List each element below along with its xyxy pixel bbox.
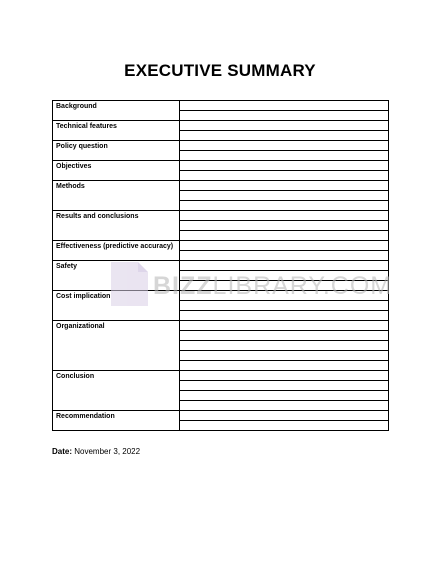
answer-line[interactable] <box>180 111 389 121</box>
answer-line[interactable] <box>180 421 389 431</box>
answer-line[interactable] <box>180 191 389 201</box>
answer-line[interactable] <box>180 411 389 421</box>
section-label: Effectiveness (predictive accuracy) <box>53 241 180 261</box>
answer-line[interactable] <box>180 131 389 141</box>
section-label: Results and conclusions <box>53 211 180 241</box>
answer-line[interactable] <box>180 231 389 241</box>
section-label: Safety <box>53 261 180 291</box>
date-label: Date: <box>52 447 73 456</box>
form-row <box>53 211 389 221</box>
form-row <box>53 141 389 151</box>
answer-line[interactable] <box>180 261 389 271</box>
section-label: Recommendation <box>53 411 180 431</box>
section-label: Policy question <box>53 141 180 161</box>
answer-line[interactable] <box>180 401 389 411</box>
form-row <box>53 121 389 131</box>
section-label: Cost implication <box>53 291 180 321</box>
answer-line[interactable] <box>180 391 389 401</box>
answer-line[interactable] <box>180 341 389 351</box>
answer-line[interactable] <box>180 221 389 231</box>
answer-line[interactable] <box>180 251 389 261</box>
section-label: Organizational <box>53 321 180 371</box>
answer-line[interactable] <box>180 171 389 181</box>
section-label: Methods <box>53 181 180 211</box>
document-title: EXECUTIVE SUMMARY <box>124 61 316 80</box>
answer-line[interactable] <box>180 101 389 111</box>
date-line <box>52 447 140 456</box>
section-label: Technical features <box>53 121 180 141</box>
summary-form-table <box>52 100 389 431</box>
answer-line[interactable] <box>180 381 389 391</box>
watermark-text: BIZZLIBRARY.COM <box>153 272 393 300</box>
answer-line[interactable] <box>180 321 389 331</box>
answer-line[interactable] <box>180 301 389 311</box>
answer-line[interactable] <box>180 281 389 291</box>
answer-line[interactable] <box>180 311 389 321</box>
form-row <box>53 371 389 381</box>
answer-line[interactable] <box>180 181 389 191</box>
form-row <box>53 321 389 331</box>
form-row <box>53 241 389 251</box>
answer-line[interactable] <box>180 161 389 171</box>
form-row <box>53 291 389 301</box>
answer-line[interactable] <box>180 331 389 341</box>
form-row <box>53 181 389 191</box>
answer-line[interactable] <box>180 141 389 151</box>
answer-line[interactable] <box>180 241 389 251</box>
answer-line[interactable] <box>180 121 389 131</box>
section-label: Objectives <box>53 161 180 181</box>
form-row <box>53 161 389 171</box>
answer-line[interactable] <box>180 201 389 211</box>
section-label: Conclusion <box>53 371 180 411</box>
form-row <box>53 261 389 271</box>
form-row <box>53 411 389 421</box>
answer-line[interactable] <box>180 371 389 381</box>
answer-line[interactable] <box>180 361 389 371</box>
answer-line[interactable] <box>180 351 389 361</box>
answer-line[interactable] <box>180 291 389 301</box>
form-row <box>53 101 389 111</box>
section-label: Background <box>53 101 180 121</box>
date-value: November 3, 2022 <box>74 447 141 456</box>
answer-line[interactable] <box>180 211 389 221</box>
answer-line[interactable] <box>180 271 389 281</box>
answer-line[interactable] <box>180 151 389 161</box>
